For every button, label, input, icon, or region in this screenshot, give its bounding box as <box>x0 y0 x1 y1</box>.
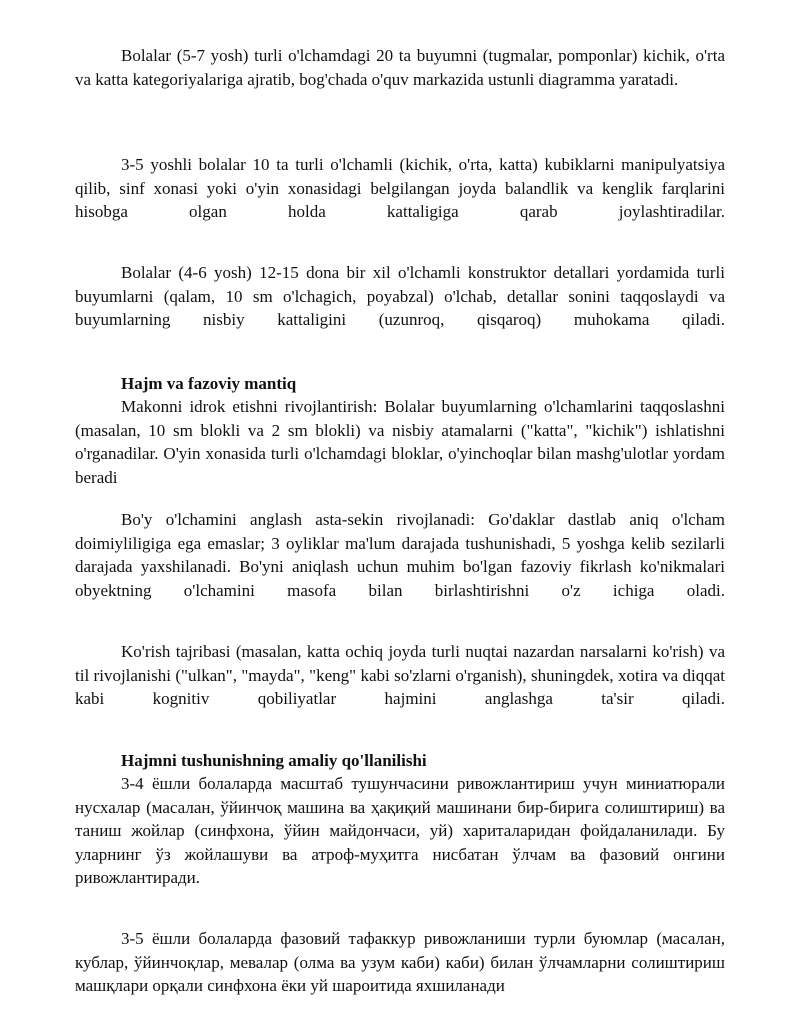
paragraph-spatial-thinking-cyrillic: 3-5 ёшли болаларда фазовий тафаккур ривожланиши турли буюмлар (масалан, кублар, ўйинчоқлар, мевалар (олма ва узум каби) каби) билан ўлчамларни солиштириш машқлари орқали синфхона ёки уй шароитида яхшиланади <box>75 929 725 995</box>
paragraph-scale-concept-cyrillic: 3-4 ёшли болаларда масштаб тушунчасини ривожлантириш учун миниатюрали нусхалар (масалан, ўйинчоқ машина ва ҳақиқий машинани бир-бирига солиштириш) ва таниш жойлар (синфхона, ўйин майдончаси, уй) хариталаридан фойдаланилади. Бу уларнинг ўз жойлашуви ва атроф-муҳитга нисбатан ўлчам ва фазовий онгини ривожлантиради. <box>75 774 725 887</box>
paragraph-visual-experience: Ko'rish tajribasi (masalan, katta ochiq joyda turli nuqtai nazardan narsalarni ko'rish) va til rivojlanishi ("ulkan", "mayda", "keng" kabi so'zlarni o'rganish), shuningdek, xotira va diqqat kabi kognitiv qobiliyatlar hajmini anglashga ta'sir qiladi. <box>75 642 725 708</box>
paragraph-cubes-arrangement: 3-5 yoshli bolalar 10 ta turli o'lchamli (kichik, o'rta, katta) kubiklarni manipulyatsiya qilib, sinf xonasi yoki o'yin xonasidagi belgilangan joyda balandlik va kenglik farqlarini hisobga olgan holda kattaligiga qarab joylashtiradilar. <box>75 155 725 221</box>
paragraph-measuring-objects: Bolalar (4-6 yosh) 12-15 dona bir xil o'lchamli konstruktor detallari yordamida turli buyumlarni (qalam, 10 sm o'lchagich, poyabzal) o'lchab, detallar sonini taqqoslaydi va buyumlarning nisbiy kattaligini (uzunroq, qisqaroq) muhokama qiladi. <box>75 263 725 329</box>
paragraph-space-perception: Makonni idrok etishni rivojlantirish: Bolalar buyumlarning o'lchamlarini taqqoslashni (masalan, 10 sm blokli va 2 sm blokli) va nisbiy atamalarni ("katta", "kichik") ishlatishni o'rganadilar. O'yin xonasida turli o'lchamdagi bloklar, o'yinchoqlar bilan mashg'ulotlar yordam beradi <box>75 397 725 487</box>
paragraph-sorting-buttons: Bolalar (5-7 yosh) turli o'lchamdagi 20 ta buyumni (tugmalar, pomponlar) kichik, o'rta va katta kategoriyalariga ajratib, bog'chada o'quv markazida ustunli diagramma yaratadi. <box>75 46 725 89</box>
paragraph-height-understanding: Bo'y o'lchamini anglash asta-sekin rivojlanadi: Go'daklar dastlab aniq o'lcham doimiyliligiga ega emaslar; 3 oyliklar ma'lum darajada tushunishadi, 5 yoshga kelib sezilarli darajada yaxshilanadi. Bo'yni aniqlash uchun muhim bo'lgan fazoviy fikrlash ko'nikmalari obyektning o'lchamini masofa bilan birlashtirishni o'z ichiga oladi. <box>75 510 725 600</box>
heading-volume-spatial-logic: Hajm va fazoviy mantiq <box>121 374 297 393</box>
heading-practical-application: Hajmni tushunishning amaliy qo'llanilishi <box>121 751 427 770</box>
